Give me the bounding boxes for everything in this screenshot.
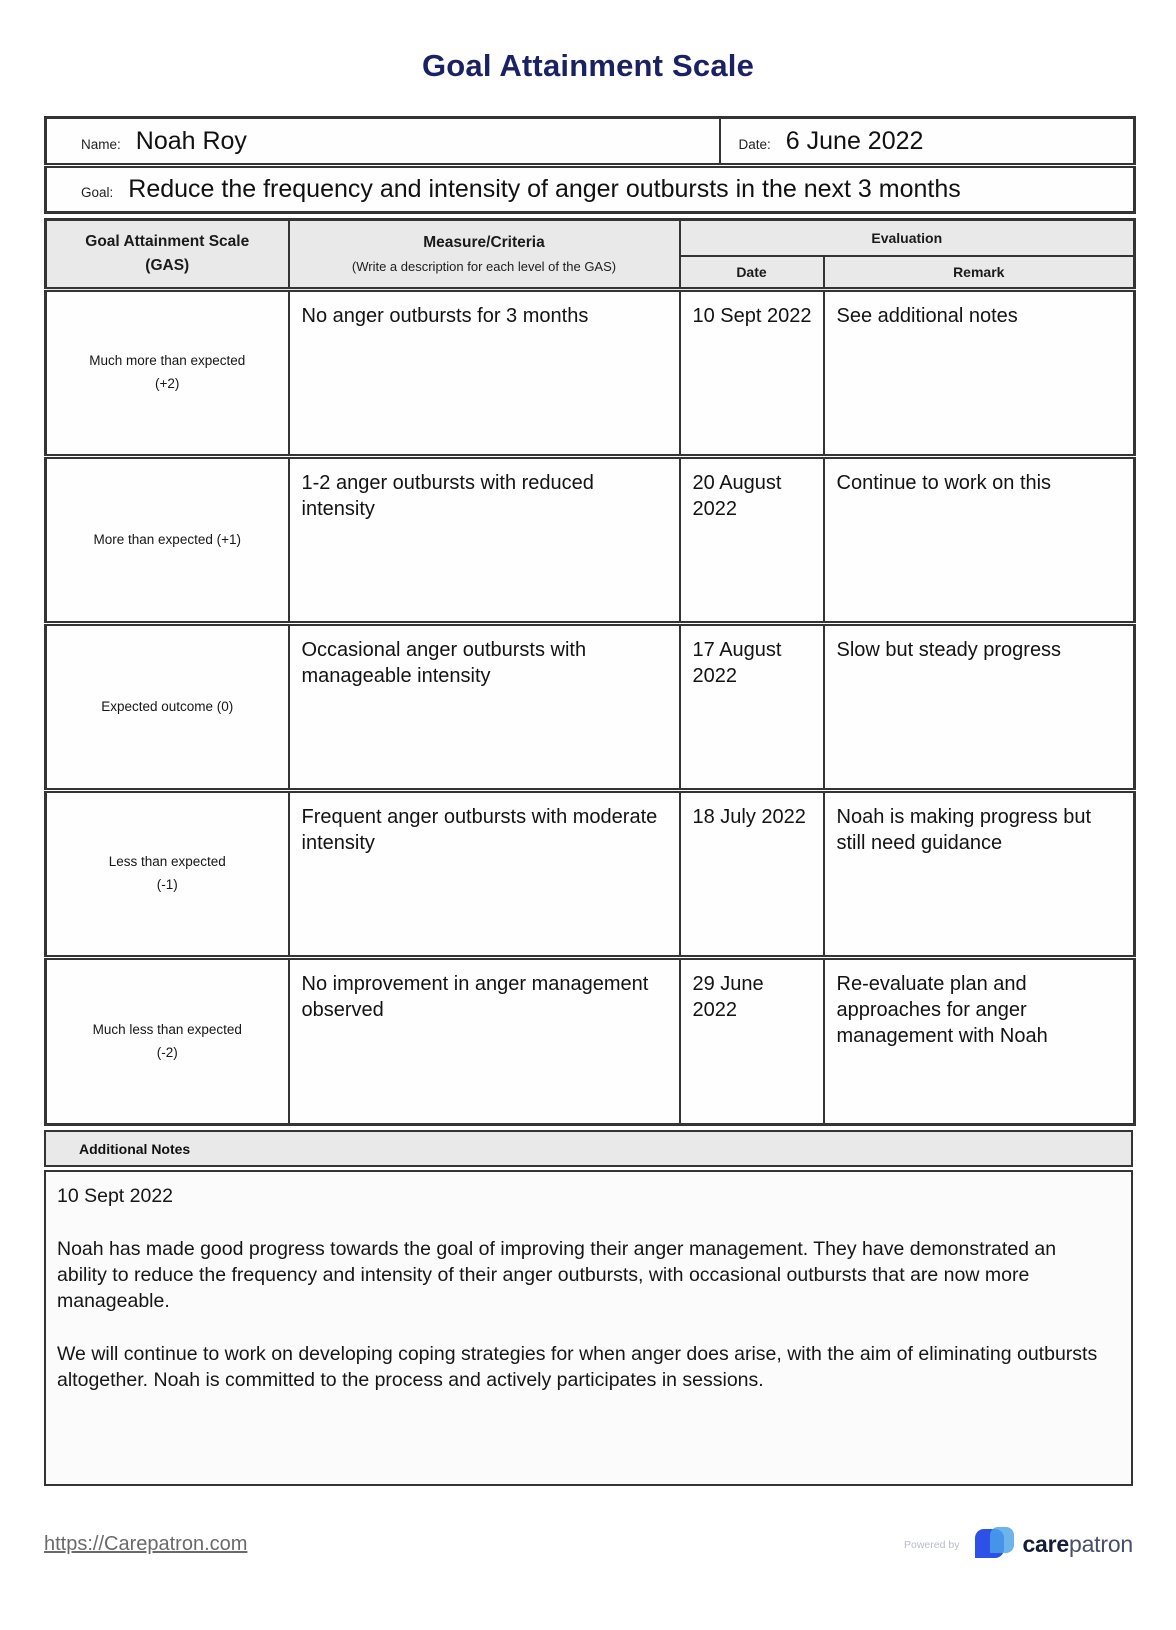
measure-cell: Occasional anger outbursts with manageable intensity xyxy=(289,624,680,791)
gas-level-cell xyxy=(46,290,289,457)
carepatron-link[interactable]: https://Carepatron.com xyxy=(44,1533,248,1555)
date-value: 6 June 2022 xyxy=(785,126,924,155)
gas-header-line2: (GAS) xyxy=(145,257,190,274)
gas-level-score: (-2) xyxy=(156,1044,178,1060)
patient-info-table xyxy=(44,116,1136,214)
evaluation-remark-cell: Re-evaluate plan and approaches for anger management with Noah xyxy=(824,958,1135,1125)
gas-level-cell xyxy=(46,958,289,1125)
measure-header-subtitle: (Write a description for each level of the GAS) xyxy=(351,259,617,274)
carepatron-logo-icon xyxy=(970,1526,1015,1563)
document-body xyxy=(44,116,1133,1486)
table-row xyxy=(46,958,1135,1125)
evaluation-date-header: Date xyxy=(680,256,824,290)
gas-level-score: (+2) xyxy=(155,376,180,391)
additional-notes-header xyxy=(44,1130,1133,1167)
table-row xyxy=(46,624,1135,791)
brand-wordmark-patron: patron xyxy=(1068,1531,1133,1557)
additional-notes-title: Additional Notes xyxy=(79,1140,191,1157)
evaluation-date-cell: 17 August 2022 xyxy=(680,624,824,791)
evaluation-column-header: Evaluation xyxy=(680,220,1135,256)
evaluation-date-cell: 18 July 2022 xyxy=(680,791,824,958)
evaluation-remark-header: Remark xyxy=(824,256,1135,290)
table-row xyxy=(46,290,1135,457)
measure-header-title: Measure/Criteria xyxy=(423,234,545,251)
gas-level-label: Much less than expected xyxy=(92,1021,242,1037)
brand-wordmark-care: care xyxy=(1022,1531,1069,1557)
gas-level-cell xyxy=(46,457,289,624)
page-footer xyxy=(44,1526,1133,1563)
table-row xyxy=(46,457,1135,624)
evaluation-remark-cell: Continue to work on this xyxy=(824,457,1135,624)
measure-cell: No improvement in anger management observed xyxy=(289,958,680,1125)
brand-block xyxy=(904,1526,1133,1563)
date-cell xyxy=(720,118,1135,166)
gas-level-label: Much more than expected xyxy=(89,353,246,369)
evaluation-remark-cell: See additional notes xyxy=(824,290,1135,457)
evaluation-date-cell: 29 June 2022 xyxy=(680,958,824,1125)
gas-level-label: More than expected (+1) xyxy=(93,531,241,547)
brand-wordmark xyxy=(1022,1531,1133,1558)
page-title: Goal Attainment Scale xyxy=(421,48,755,83)
notes-paragraph: Noah has made good progress towards the goal of improving their anger management. They have demonstrated an ability to reduce the frequency and intensity of their anger outbursts, with occasional outbursts that are now more manageable. xyxy=(57,1237,1057,1312)
gas-table-body xyxy=(46,290,1135,1125)
evaluation-date-cell: 20 August 2022 xyxy=(680,457,824,624)
gas-column-header xyxy=(46,220,289,290)
measure-cell: No anger outbursts for 3 months xyxy=(289,290,680,457)
notes-paragraph: We will continue to work on developing coping strategies for when anger does arise, with the aim of eliminating outbursts altogether. Noah is committed to the process and actively participates in sessions. xyxy=(57,1342,1098,1391)
additional-notes-body xyxy=(44,1170,1133,1486)
name-value: Noah Roy xyxy=(135,126,247,155)
gas-level-label: Less than expected xyxy=(108,854,226,870)
name-cell xyxy=(46,118,720,166)
date-label: Date: xyxy=(738,136,771,152)
table-row xyxy=(46,791,1135,958)
gas-level-score: (-1) xyxy=(156,877,178,892)
gas-level-cell xyxy=(46,791,289,958)
evaluation-date-cell: 10 Sept 2022 xyxy=(680,290,824,457)
goal-value: Reduce the frequency and intensity of anger outbursts in the next 3 months xyxy=(128,175,961,203)
gas-header-line1: Goal Attainment Scale xyxy=(85,232,250,250)
goal-cell xyxy=(46,166,1135,213)
measure-cell: Frequent anger outbursts with moderate intensity xyxy=(289,791,680,958)
gas-level-label: Expected outcome (0) xyxy=(101,698,234,714)
goal-label: Goal: xyxy=(81,185,114,200)
evaluation-remark-cell: Slow but steady progress xyxy=(824,624,1135,791)
notes-date: 10 Sept 2022 xyxy=(57,1185,174,1207)
gas-table xyxy=(44,218,1136,1126)
name-label: Name: xyxy=(81,136,121,152)
measure-cell: 1-2 anger outbursts with reduced intensity xyxy=(289,457,680,624)
gas-level-cell xyxy=(46,624,289,791)
evaluation-remark-cell: Noah is making progress but still need guidance xyxy=(824,791,1135,958)
measure-column-header xyxy=(289,220,680,290)
powered-by-label: Powered by xyxy=(904,1538,960,1551)
